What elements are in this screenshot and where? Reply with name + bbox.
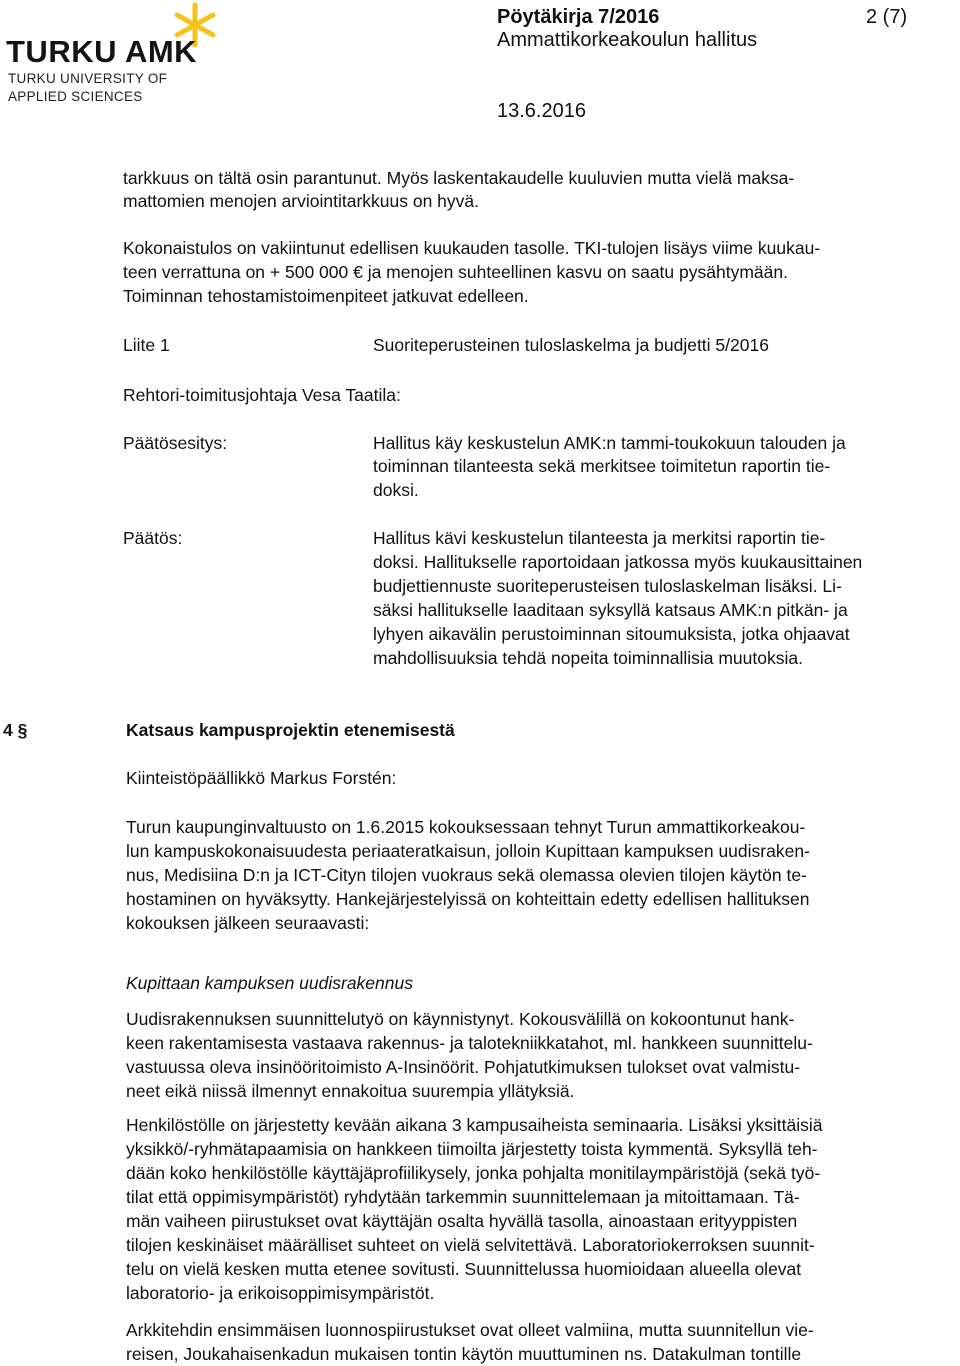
- body-line: Henkilöstölle on järjestetty kevään aikana 3 kampusaiheista seminaaria. Lisäksi yksittäisiä: [126, 1115, 823, 1135]
- decision-line: säksi hallitukselle laaditaan syksyllä katsaus AMK:n pitkän- ja: [373, 600, 848, 620]
- intro-line: Toiminnan tehostamistoimenpiteet jatkuvat edelleen.: [123, 286, 529, 306]
- body-line: telu on vielä kesken mutta etenee sovitusti. Suunnittelussa huomioidaan alueella olevat: [126, 1259, 802, 1279]
- logo-subtitle-line-2: APPLIED SCIENCES: [8, 89, 143, 104]
- presenter-property-manager: Kiinteistöpäällikkö Markus Forstén:: [126, 768, 397, 788]
- body-line: lun kampuskokonaisuudesta periaateratkaisun, jolloin Kupittaan kampuksen uudisraken-: [126, 841, 810, 861]
- proposal-line: toiminnan tilanteesta sekä merkitsee toimitetun raportin tie-: [373, 456, 831, 476]
- decision-line: budjettiennuste suoriteperusteisen tuloslaskelman lisäksi. Li-: [373, 576, 842, 596]
- presenter-rector: Rehtori-toimitusjohtaja Vesa Taatila:: [123, 385, 401, 405]
- decision-label: Päätös:: [123, 528, 183, 548]
- intro-line: mattomien menojen arviointitarkkuus on hyvä.: [123, 191, 480, 211]
- page-number: 2 (7): [866, 6, 908, 28]
- body-line: keen rakentamisesta vastaava rakennus- ja talotekniikkatahot, ml. hankkeen suunnittelu-: [126, 1033, 813, 1053]
- body-line: neet eikä niissä ilmennyt ennakoitua suurempia yllätyksiä.: [126, 1081, 575, 1101]
- decision-line: lyhyen aikavälin perustoiminnan sitoumuksista, jotka ohjaavat: [373, 624, 850, 644]
- body-line: reisen, Joukahaisenkadun mukaisen tontin käytön muuttuminen ns. Datakulman tontille: [126, 1344, 802, 1364]
- body-line: vastuussa oleva insinööritoimisto A-Insinöörit. Pohjatutkimuksen tulokset ovat valmistu-: [126, 1057, 801, 1077]
- body-line: Arkkitehdin ensimmäisen luonnospiirustukset ovat olleet valmiina, mutta suunnitellun vie-: [126, 1320, 814, 1340]
- governing-body-name: Ammattikorkeakoulun hallitus: [497, 29, 758, 51]
- proposal-label: Päätösesitys:: [123, 433, 228, 453]
- logo-subtitle-line-1: TURKU UNIVERSITY OF: [8, 71, 168, 86]
- proposal-line: Hallitus käy keskustelun AMK:n tammi-toukokuun talouden ja: [373, 433, 846, 453]
- attachment-title: Suoriteperusteinen tuloslaskelma ja budjetti 5/2016: [373, 335, 769, 355]
- body-line: tilat että oppimisympäristöt) ryhdytään tarkemmin suunnittelemaan ja mitoittamaan. Tä-: [126, 1187, 800, 1207]
- body-line: Uudisrakennuksen suunnittelutyö on käynnistynyt. Kokousvälillä on kokoontunut hank-: [126, 1009, 795, 1029]
- body-line: dään koko henkilöstölle käyttäjäprofiilikysely, jonka pohjalta monitilaympäristöjä (sekä työ-: [126, 1163, 821, 1183]
- attachment-label: Liite 1: [123, 335, 170, 355]
- decision-line: Hallitus kävi keskustelun tilanteesta ja merkitsi raportin tie-: [373, 528, 826, 548]
- body-line: laboratorio- ja erikoisoppimisympäristöt.: [126, 1283, 435, 1303]
- body-line: yksikkö/-ryhmätapaamisia on hankkeen tiimoilta järjestetty toista kymmentä. Syksyllä teh-: [126, 1139, 818, 1159]
- body-line: nus, Medisiina D:n ja ICT-Cityn tilojen vuokraus sekä olemassa olevien tilojen käytön te-: [126, 865, 807, 885]
- body-line: tilojen keskinäiset määrälliset suhteet on vielä selvitettävä. Laboratoriokerroksen suunnit-: [126, 1235, 815, 1255]
- decision-line: doksi. Hallitukselle raportoidaan jatkossa myös kuukausittainen: [373, 552, 863, 572]
- body-line: kokouksen jälkeen seuraavasti:: [126, 913, 370, 933]
- subheading: Kupittaan kampuksen uudisrakennus: [126, 973, 413, 993]
- proposal-line: doksi.: [373, 480, 419, 500]
- section-title: Katsaus kampusprojektin etenemisestä: [126, 720, 455, 740]
- body-line: Turun kaupunginvaltuusto on 1.6.2015 kokouksessaan tehnyt Turun ammattikorkeakou-: [126, 817, 806, 837]
- meeting-date: 13.6.2016: [497, 100, 586, 122]
- logo-wordmark: TURKU AMK: [6, 34, 198, 69]
- intro-line: Kokonaistulos on vakiintunut edellisen kuukauden tasolle. TKI-tulojen lisäys viime kuukau-: [123, 238, 821, 258]
- intro-line: tarkkuus on tältä osin parantunut. Myös laskentakaudelle kuuluvien mutta vielä maksa-: [123, 168, 795, 188]
- intro-line: teen verrattuna on + 500 000 € ja menojen suhteellinen kasvu on saatu pysähtymään.: [123, 262, 788, 282]
- document-title: Pöytäkirja 7/2016: [497, 6, 660, 28]
- section-number: 4 §: [3, 720, 28, 740]
- body-line: hostaminen on hyväksytty. Hankejärjestelyissä on kohteittain edetty edellisen hallituksen: [126, 889, 810, 909]
- body-line: män vaiheen piirustukset ovat käyttäjän osalta hyvällä tasolla, ainoastaan erityyppisten: [126, 1211, 798, 1231]
- decision-line: mahdollisuuksia tehdä nopeita toiminnallisia muutoksia.: [373, 648, 803, 668]
